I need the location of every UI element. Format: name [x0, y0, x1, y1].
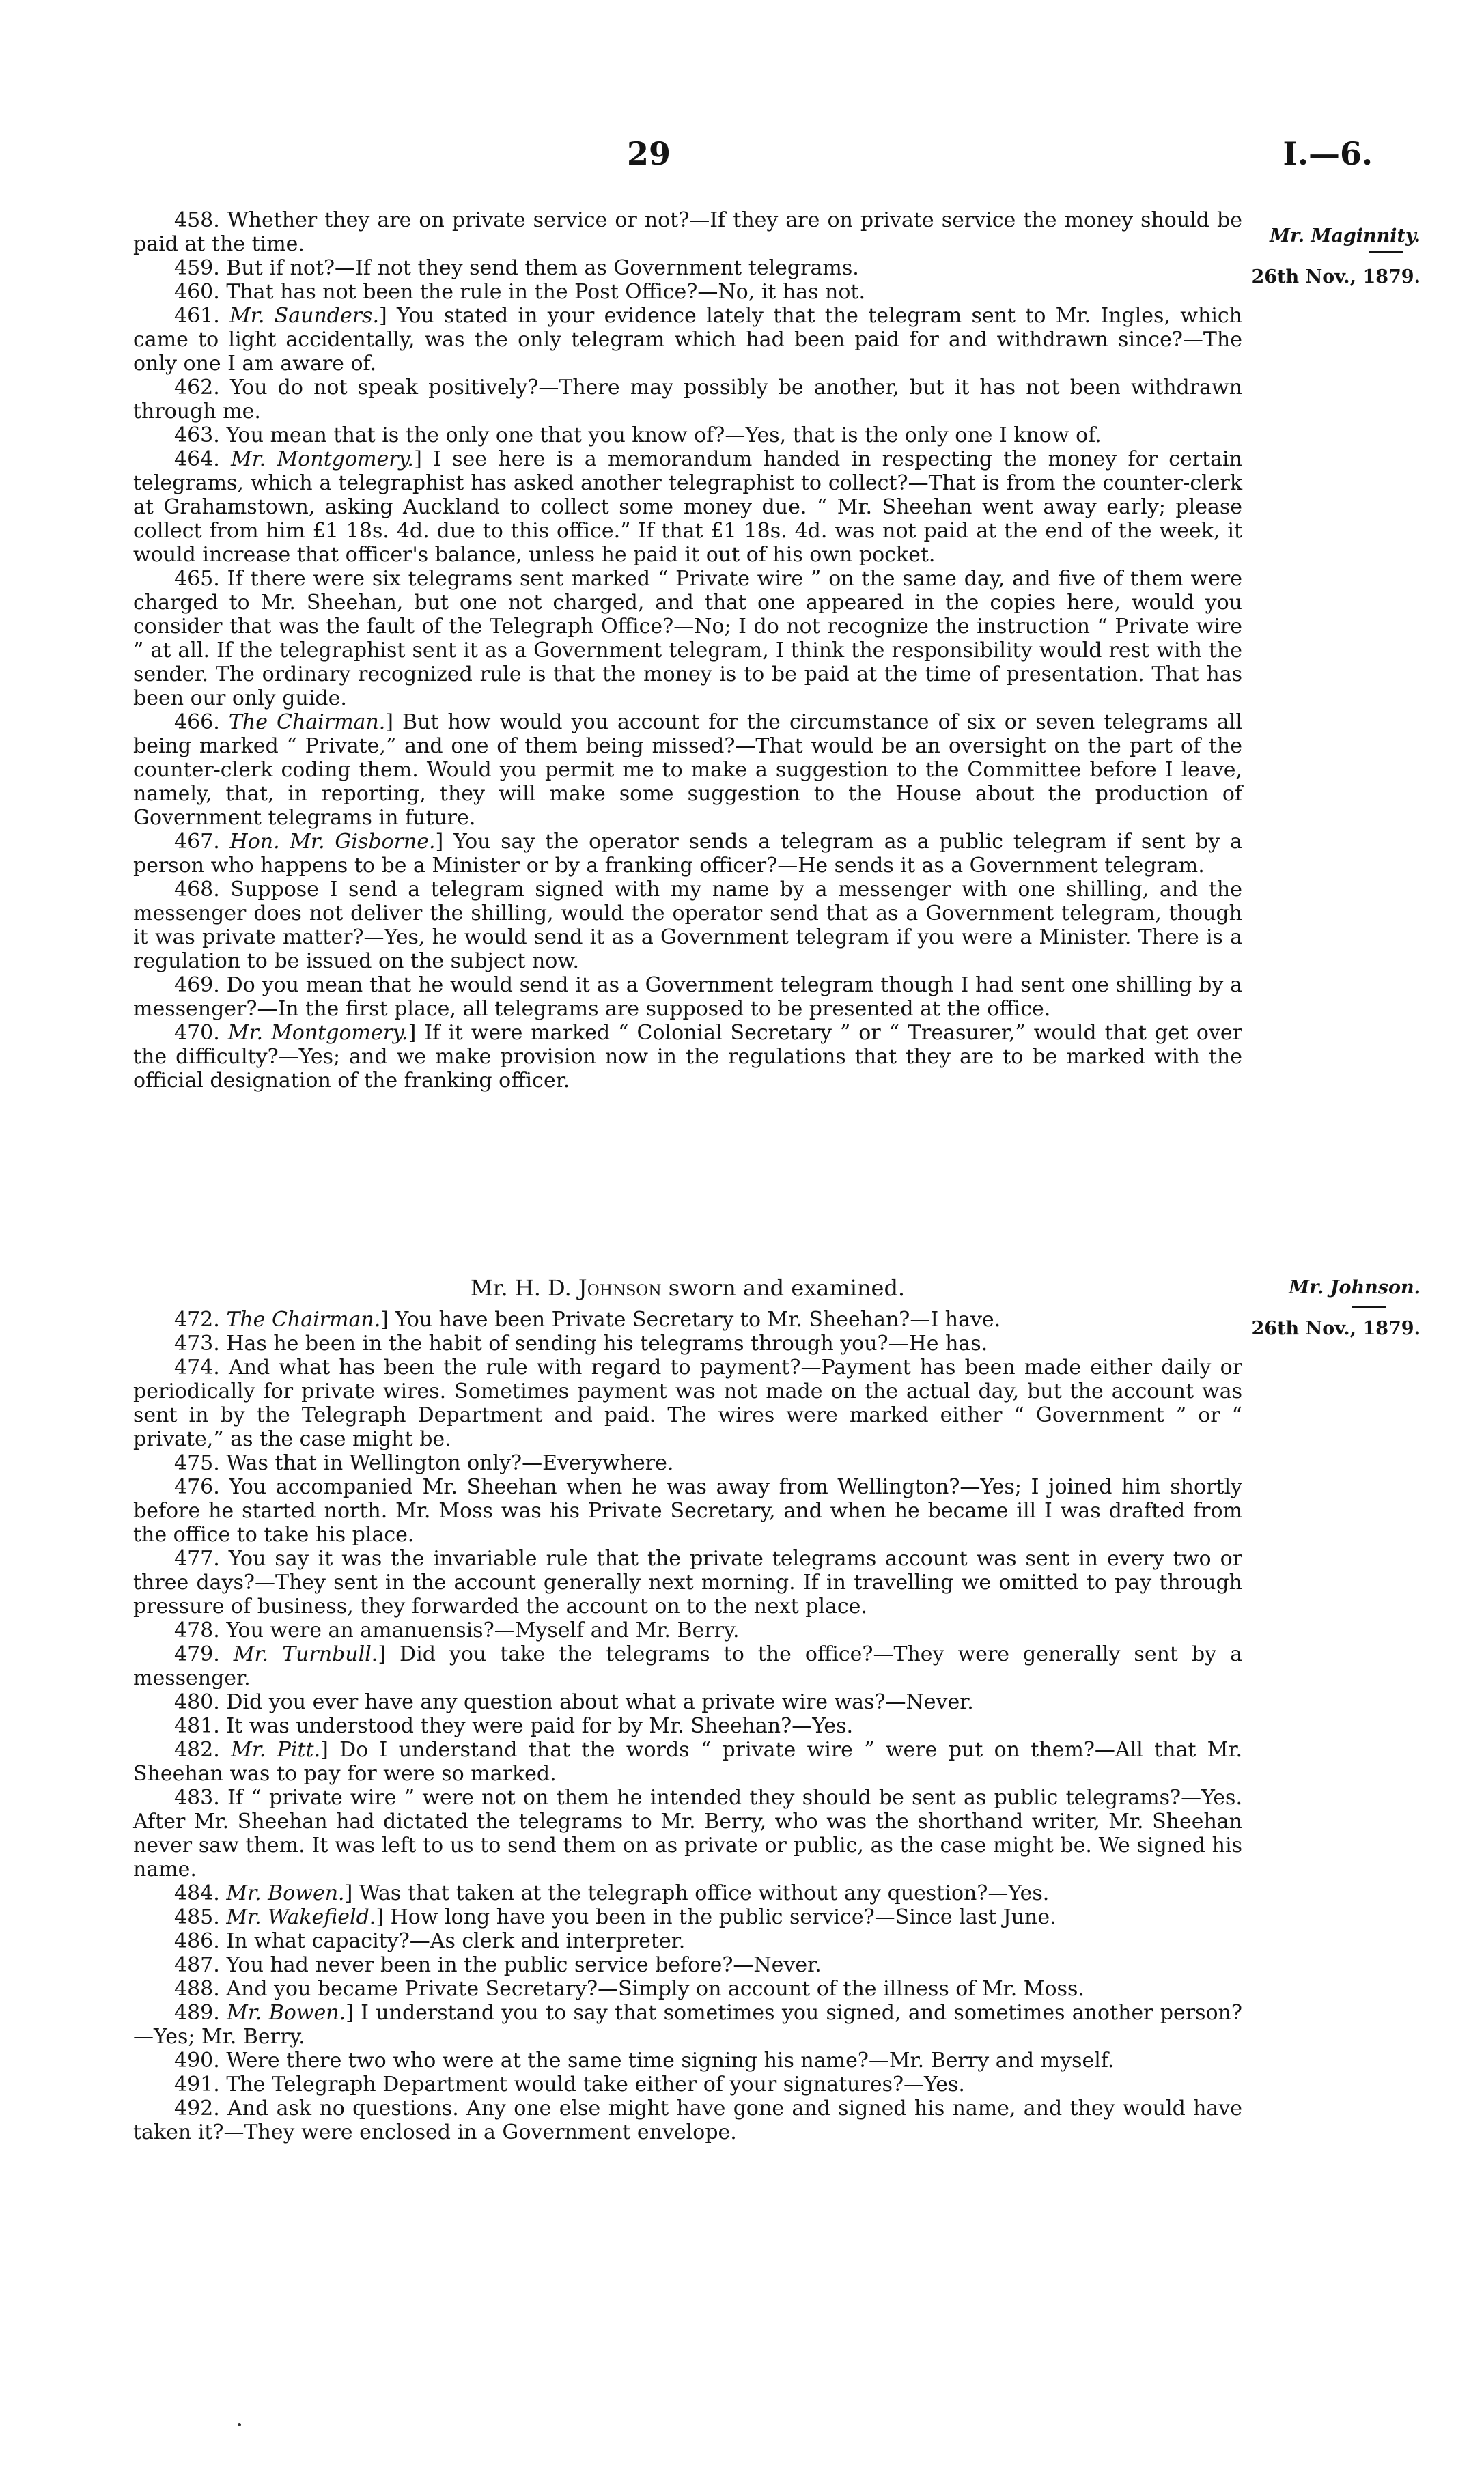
question-number: 464. — [174, 447, 220, 471]
heading-suffix: sworn and examined. — [661, 1275, 906, 1301]
question-number: 467. — [174, 830, 220, 854]
speaker-name: Mr. Bowen. — [227, 2001, 346, 2025]
evidence-paragraph: 490. Were there two who were at the same time signing his name?—Mr. Berry and myself. — [174, 2049, 1115, 2073]
witness-heading — [133, 1274, 1242, 1302]
speaker-name: Mr. Montgomery. — [227, 1021, 408, 1045]
question-number: 484. — [174, 1881, 220, 1905]
evidence-paragraph — [133, 2001, 1242, 2049]
margin-rule — [1369, 251, 1403, 253]
speaker-name: Mr. Turnbull. — [233, 1642, 378, 1666]
speaker-name: Mr. Montgomery. — [231, 447, 415, 471]
question-text: ] If it were marked “ Colonial Secretary ” or “ Treasurer,” would that get over the difficulty?—Yes; and we make provision now in the regulations that they are to be marked with the official designation of the franking officer. — [133, 1021, 1242, 1093]
evidence-paragraph: 492. And ask no questions. Any one else might have gone and signed his name, and they would have taken it?—They were enclosed in a Government envelope. — [133, 2097, 1242, 2144]
speaker-name: Mr. Bowen. — [226, 1881, 345, 1905]
margin-witness-name: Mr. Maginnity. — [1270, 225, 1420, 247]
question-number: 466. — [174, 710, 220, 734]
evidence-paragraph: 483. If “ private wire ” were not on them he intended they should be sent as public telegrams?—Yes. After Mr. Sheehan had dictated the telegrams to Mr. Berry, who was the shorthand writer, Mr. Sheehan never saw them. It was left to us to send them on as private or public, as the case might be. We signed his name. — [133, 1786, 1242, 1881]
evidence-paragraph: 488. And you became Private Secretary?—Simply on account of the illness of Mr. Moss. — [174, 1977, 1084, 2001]
margin-date: 26th Nov., 1879. — [1251, 1318, 1420, 1339]
evidence-paragraph: 486. In what capacity?—As clerk and interpreter. — [174, 1929, 686, 1953]
evidence-paragraph: 491. The Telegraph Department would take either of your signatures?—Yes. — [174, 2073, 965, 2097]
question-text: ] Did you take the telegrams to the office?—They were generally sent by a messenger. — [133, 1642, 1242, 1690]
evidence-section-maginnity — [133, 208, 1242, 1093]
question-text: ] You stated in your evidence lately that the telegram sent to Mr. Ingles, which came to light accidentally, was the only telegram which had been paid for and withdrawn since?—The only one I am aware of. — [133, 304, 1242, 376]
speaker-name: The Chairman. — [228, 710, 386, 734]
evidence-paragraph: 460. That has not been the rule in the Post Office?—No, it has not. — [174, 280, 866, 304]
question-number: 479. — [174, 1642, 220, 1666]
speaker-name: Hon. Mr. Gisborne. — [229, 830, 436, 854]
margin-witness-name: Mr. Johnson. — [1289, 1277, 1420, 1298]
page-number: 29 — [626, 135, 671, 172]
evidence-paragraph — [133, 304, 1242, 376]
evidence-paragraph: 458. Whether they are on private service or not?—If they are on private service the money should be paid at the time. — [133, 208, 1242, 256]
evidence-paragraph: 468. Suppose I send a telegram signed with my name by a messenger with one shilling, and the messenger does not deliver the shilling, would the operator send that as a Government telegram, though it was private matter?—Yes, he would send it as a Government telegram if you were a Minister. There is a regulation to be issued on the subject now. — [133, 878, 1242, 973]
evidence-paragraph: 475. Was that in Wellington only?—Everywhere. — [174, 1451, 674, 1475]
evidence-paragraph — [133, 830, 1242, 878]
question-text: ] I understand you to say that sometimes you signed, and sometimes another person?—Yes; Mr. Berry. — [133, 2001, 1242, 2049]
document-reference: I.—6. — [1283, 135, 1373, 172]
evidence-paragraph: 478. You were an amanuensis?—Myself and Mr. Berry. — [174, 1618, 740, 1642]
evidence-paragraph: 474. And what has been the rule with regard to payment?—Payment has been made either daily or periodically for private wires. Sometimes payment was not made on the actual day, but the account was sent in by the Telegraph Department and paid. The wires were marked either “ Government ” or “ private,” as the case might be. — [133, 1356, 1242, 1451]
question-text: ] How long have you been in the public service?—Since last June. — [376, 1905, 1056, 1929]
speaker-name: Mr. Saunders. — [229, 304, 379, 328]
evidence-paragraph — [133, 447, 1242, 567]
evidence-paragraph: 463. You mean that is the only one that you know of?—Yes, that is the only one I know of. — [174, 423, 1102, 447]
evidence-paragraph — [133, 710, 1242, 830]
witness-surname: Johnson — [578, 1275, 662, 1301]
evidence-paragraph: 480. Did you ever have any question about what a private wire was?—Never. — [174, 1690, 974, 1714]
margin-rule — [1352, 1306, 1386, 1308]
evidence-paragraph — [133, 1308, 1242, 1332]
question-number: 485. — [174, 1905, 220, 1929]
evidence-paragraph: 481. It was understood they were paid for by Mr. Sheehan?—Yes. — [174, 1714, 854, 1738]
evidence-paragraph: 462. You do not speak positively?—There may possibly be another, but it has not been withdrawn through me. — [133, 376, 1242, 423]
heading-prefix: Mr. H. D. — [470, 1275, 578, 1301]
question-number: 470. — [174, 1021, 220, 1045]
evidence-paragraph: 469. Do you mean that he would send it as a Government telegram though I had sent one shilling by a messenger?—In the first place, all telegrams are supposed to be presented at the office. — [133, 973, 1242, 1021]
speaker-name: The Chairman. — [226, 1308, 381, 1332]
question-number: 482. — [174, 1738, 220, 1762]
evidence-paragraph — [133, 1021, 1242, 1093]
evidence-paragraph — [133, 1905, 1242, 1929]
speaker-name: Mr. Pitt. — [231, 1738, 321, 1762]
evidence-paragraph: 473. Has he been in the habit of sending his telegrams through you?—He has. — [174, 1332, 988, 1356]
question-number: 489. — [174, 2001, 220, 2025]
question-number: 472. — [174, 1308, 220, 1332]
evidence-paragraph — [133, 1642, 1242, 1690]
question-number: 461. — [174, 304, 220, 328]
question-text: ] I see here is a memorandum handed in respecting the money for certain telegrams, which a telegraphist has asked another telegraphist to collect?—That is from the counter-clerk at Grahamstown, asking Auckland to collect some money due. “ Mr. Sheehan went away early; please collect from him £1 18s. 4d. due to this office.” If that £1 18s. 4d. was not paid at the end of the week, it would increase that officer's balance, unless he paid it out of his own pocket. — [133, 447, 1242, 567]
evidence-paragraph: 465. If there were six telegrams sent marked “ Private wire ” on the same day, and five of them were charged to Mr. Sheehan, but one not charged, and that one appeared in the copies here, would you consider that was the fault of the Telegraph Office?—No; I do not recognize the instruction “ Private wire ” at all. If the telegraphist sent it as a Government telegram, I think the responsibility would rest with the sender. The ordinary recognized rule is that the money is to be paid at the time of presentation. That has been our only guide. — [133, 567, 1242, 710]
question-text: ] You say the operator sends a telegram as a public telegram if sent by a person who happens to be a Minister or by a franking officer?—He sends it as a Government telegram. — [133, 830, 1242, 878]
evidence-paragraph — [133, 1881, 1242, 1905]
evidence-section-johnson — [133, 1308, 1242, 2144]
evidence-paragraph: 476. You accompanied Mr. Sheehan when he was away from Wellington?—Yes; I joined him shortly before he started north. Mr. Moss was his Private Secretary, and when he became ill I was drafted from the office to take his place. — [133, 1475, 1242, 1547]
speaker-name: Mr. Wakefield. — [226, 1905, 376, 1929]
question-text: ] You have been Private Secretary to Mr. Sheehan?—I have. — [380, 1308, 1001, 1332]
evidence-paragraph: 477. You say it was the invariable rule that the private telegrams account was sent in every two or three days?—They sent in the account generally next morning. If in travelling we omitted to pay through pressure of business, they forwarded the account on to the next place. — [133, 1547, 1242, 1618]
evidence-paragraph: 459. But if not?—If not they send them as Government telegrams. — [174, 256, 859, 280]
evidence-paragraph: 487. You had never been in the public service before?—Never. — [174, 1953, 822, 1977]
question-text: ] Was that taken at the telegraph office without any question?—Yes. — [344, 1881, 1050, 1905]
print-speck — [238, 2423, 241, 2426]
question-text: ] Do I understand that the words “ private wire ” were put on them?—All that Mr. Sheehan was to pay for were so marked. — [133, 1738, 1242, 1786]
question-text: ] But how would you account for the circumstance of six or seven telegrams all being marked “ Private,” and one of them being missed?—That would be an oversight on the part of the counter-clerk coding them. Would you permit me to make a suggestion to the Committee before I leave, namely, that, in reporting, they will make some suggestion to the House about the production of Government telegrams in future. — [133, 710, 1242, 830]
evidence-paragraph — [133, 1738, 1242, 1786]
margin-date: 26th Nov., 1879. — [1251, 266, 1420, 288]
